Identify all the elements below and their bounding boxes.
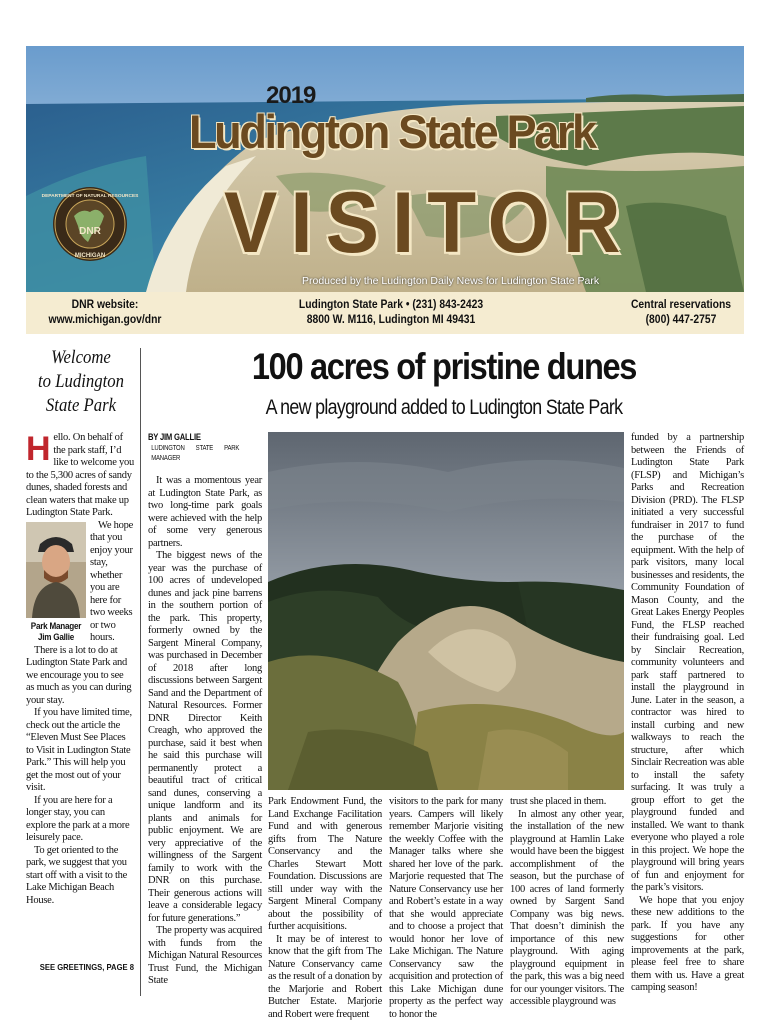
byline-title: LUDINGTON STATE PARK MANAGER bbox=[151, 443, 240, 462]
sidebar-intro-paragraph bbox=[26, 432, 134, 520]
article-paragraph: It was a momentous year at Ludington State Park, as two long-time park goals were achieved with the help of some very generous partners. bbox=[148, 475, 262, 549]
article-paragraph: Park Endowment Fund, the Land Exchange Facilitation Fund and with generous gifts from The Nature Conservancy and the Charles Stewart Mott Foundation. Discussions are still under way with the Sargent Mineral Company about the possibility of further acquisitions. bbox=[268, 796, 382, 932]
sidebar-heading-line: State Park bbox=[45, 395, 117, 416]
newspaper-page bbox=[26, 46, 744, 1020]
manager-photo-caption bbox=[29, 621, 83, 643]
article-paragraph: trust she placed in them. bbox=[510, 796, 607, 807]
sidebar-heading-line: Welcome bbox=[51, 347, 111, 368]
reservations-phone: (800) 447-2757 bbox=[645, 314, 717, 326]
article-paragraph: visitors to the park for many years. Campers will likely remember Marjorie visiting the weekly Coffee with the Manager talks where she shared her love of the park. Marjorie requested that The Nature Conservancy use her and Robert’s estate in a way that she would appreciate and to choose a project that would honor her love of Lake Michigan. The Nature Conservancy saw the acquisition and protection of this Lake Michigan dune property as the perfect way to honor the bbox=[389, 796, 503, 1020]
sidebar-heading bbox=[33, 346, 130, 418]
manager-photo bbox=[26, 522, 86, 618]
dunes-photo bbox=[268, 432, 624, 790]
sidebar-body bbox=[26, 432, 134, 907]
masthead bbox=[26, 46, 744, 292]
manager-photo-block bbox=[26, 522, 86, 643]
dnr-website-url[interactable]: www.michigan.gov/dnr bbox=[48, 314, 162, 326]
park-address: 8800 W. M116, Ludington MI 49431 bbox=[306, 314, 476, 326]
sidebar-heading-line: to Ludington bbox=[38, 371, 124, 392]
article-column-5 bbox=[631, 432, 744, 1002]
reservations-block bbox=[614, 298, 749, 328]
article-subhead: A new playground added to Ludington State Park bbox=[265, 396, 623, 419]
column-divider bbox=[140, 348, 141, 996]
sidebar-paragraph: There is a lot to do at Ludington State Park and we encourage you to see as much as you can during your stay. bbox=[26, 644, 132, 706]
article-column-4 bbox=[510, 796, 624, 1006]
seal-center-text: DNR bbox=[79, 226, 101, 237]
article-paragraph: It may be of interest to know that the gift from The Nature Conservancy came as the result of a donation by the Marjorie and Robert Butcher Estate. Marjorie and Robert were frequent bbox=[268, 933, 382, 1020]
continued-on-page-link[interactable]: SEE GREETINGS, PAGE 8 bbox=[39, 962, 134, 972]
article-column-2 bbox=[268, 796, 382, 1020]
dnr-website-label: DNR website: bbox=[71, 299, 139, 311]
article-column-1 bbox=[148, 432, 262, 1002]
article-paragraph: We hope that you enjoy these new additions to the park. If you have any suggestions for other improvements at the park, please feel free to share them with us. Have a great camping season! bbox=[631, 894, 744, 993]
article-paragraph: The biggest news of the year was the purchase of 100 acres of undeveloped dunes and jack pine barrens in the southern portion of the park. This property, formerly owned by the Sargent Mineral Company, was purchased in December of 2018 after long discussions between Sargent Sand and the Department of Natural Resources. Former DNR Director Keith Creagh, who approved the purchase, said it best when he said this purchase will permanently protect a beautiful tract of critical sand dunes, conserving a unique landform and its plants and animals for public enjoyment. We are very appreciative of the willingness of the Sargent family to work with the DNR on this purchase. Their generous actions will leave a considerable legacy for future generations.” bbox=[148, 550, 262, 924]
reservations-label: Central reservations bbox=[630, 299, 732, 311]
article-paragraph: The property was acquired with funds from the Michigan Natural Resources Trust Fund, the Michigan State bbox=[148, 925, 262, 986]
publication-title: Ludington State Park bbox=[189, 105, 595, 158]
edition-year: 2019 bbox=[266, 82, 316, 109]
byline: BY JIM GALLIE bbox=[148, 432, 201, 442]
welcome-sidebar bbox=[26, 346, 136, 418]
caption-line: Jim Gallie bbox=[37, 631, 75, 642]
sidebar-paragraph: To get oriented to the park, we suggest that you start off with a visit to the Lake Michigan Beach House. bbox=[26, 844, 128, 906]
sidebar-paragraph: We hope that you enjoy your stay, whether you are here for two weeks or two hours. bbox=[90, 519, 134, 643]
dunes-landscape-image bbox=[268, 432, 624, 790]
sidebar-text: ello. On behalf of the park staff, I’d like to welcome you to the 5,300 acres of sandy dunes, shaded forests and clean waters that make up Ludington State Park. bbox=[26, 432, 134, 518]
sidebar-paragraph: If you are here for a longer stay, you can explore the park at a more leisurely pace. bbox=[26, 794, 130, 843]
contact-info-bar bbox=[26, 292, 744, 334]
park-contact-block bbox=[297, 298, 486, 328]
park-phone: Ludington State Park • (231) 843-2423 bbox=[298, 299, 484, 311]
article-paragraph: In almost any other year, the installation of the new playground at Hamlin Lake would have been the biggest accomplishment of the season, but the purchase of 100 acres of land formerly owned by Sargent Sand Company was big news. That doesn’t diminish the importance of this new playground. With aging playground equipment in the park, this was a big need for our younger visitors. The accessible playground was bbox=[510, 808, 624, 1007]
drop-cap: H bbox=[26, 430, 51, 468]
sidebar-paragraph: If you have limited time, check out the article the “Eleven Must See Places to Visit in Ludington State Park.” This will help you get the most out of your visit. bbox=[26, 707, 132, 793]
caption-line: Park Manager bbox=[30, 620, 82, 631]
dnr-seal-logo bbox=[41, 186, 139, 262]
article-column-3 bbox=[389, 796, 503, 1020]
seal-state-text: MICHIGAN bbox=[74, 253, 106, 259]
publication-name: VISITOR bbox=[224, 175, 634, 271]
article-paragraph: funded by a partnership between the Friends of Ludington State Park (FLSP) and Michigan’s Parks and Recreation Division (PRD). The FLSP initiated a very successful fundraiser in 2017 to fund the purchase of the equipment. With the help of park visitors, many local businesses and residents, the Community Foundation of Mason County, and the Great Lakes Energy Peoples Fund, the FLSP reached their fundraising goal. Led by Sinclair Recreation, community volunteers and park staff partnered to install the playground in June. Later in the season, a contractor was hired to install curbing and new walkways to reach the structure, after which Sinclair Recreation was able to install the safety surfacing. It was truly a group effort to get the playground funded and installed. We want to thank everyone who played a role in this project. We hope the playground will bring years of fun and enjoyment for the park’s visitors. bbox=[631, 432, 744, 893]
seal-ring-text: DEPARTMENT OF NATURAL RESOURCES bbox=[41, 194, 139, 199]
dnr-website-block bbox=[29, 298, 182, 328]
produced-by-credit: Produced by the Ludington Daily News for Ludington State Park bbox=[302, 275, 600, 287]
manager-portrait-image bbox=[26, 522, 86, 618]
article-headline: 100 acres of pristine dunes bbox=[251, 346, 637, 387]
